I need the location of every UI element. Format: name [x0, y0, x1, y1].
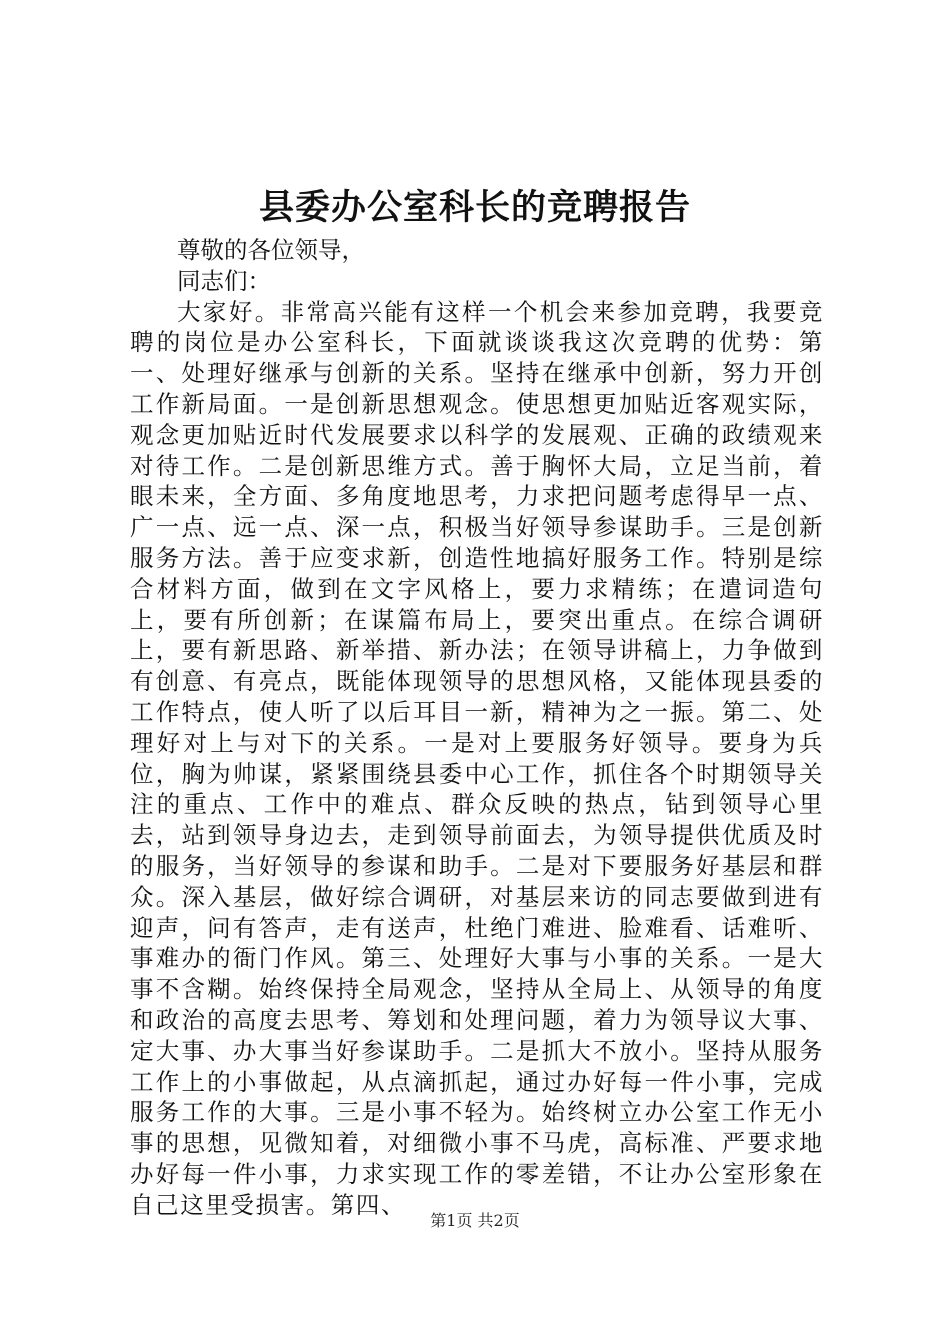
- salutation-leaders: 尊敬的各位领导，: [177, 236, 365, 264]
- document-title: 县委办公室科长的竞聘报告: [258, 187, 691, 228]
- page-footer: 第1页 共2页: [430, 1211, 520, 1230]
- salutation-comrades: 同志们：: [177, 266, 271, 295]
- body-paragraph: 大家好。非常高兴能有这样一个机会来参加竞聘，我要竞聘的岗位是办公室科长，下面就谈谈我这次竞聘的优势：第一、处理好继承与创新的关系。坚持在继承中创新，努力开创工作新局面。一是创新思想观念。使思想更加贴近客观实际，观念更加贴近时代发展要求以科学的发展观、正确的政绩观来对待工作。二是创新思维方式。善于胸怀大局，立足当前，着眼未来，全方面、多角度地思考，力求把问题考虑得早一点、广一点、远一点、深一点，积极当好领导参谋助手。三是创新服务方法。善于应变求新，创造性地搞好服务工作。特别是综合材料方面，做到在文字风格上，要力求精练；在遣词造句上，要有所创新；在谋篇布局上，要突出重点。在综合调研上，要有新思路、新举措、新办法；在领导讲稿上，力争做到有创意、有亮点，既能体现领导的思想风格，又能体现县委的工作特点，使人听了以后耳目一新，精神为之一振。第二、处理好对上与对下的关系。一是对上要服务好领导。要身为兵位，胸为帅谋，紧紧围绕县委中心工作，抓住各个时期领导关注的重点、工作中的难点、群众反映的热点，钻到领导心里去，站到领导身边去，走到领导前面去，为领导提供优质及时的服务，当好领导的参谋和助手。二是对下要服务好基层和群众。深入基层，做好综合调研，对基层来访的同志要做到进有迎声，问有答声，走有送声，杜绝门难进、脸难看、话难听、事难办的衙门作风。第三、处理好大事与小事的关系。一是大事不含糊。始终保持全局观念，坚持从全局上、从领导的角度和政治的高度去思考、筹划和处理问题，着力为领导议大事、定大事、办大事当好参谋助手。二是抓大不放小。坚持从服务工作上的小事做起，从点滴抓起，通过办好每一件小事，完成服务工作的大事。三是小事不轻为。始终树立办公室工作无小事的思想，见微知着，对细微小事不马虎，高标准、严要求地办好每一件小事，力求实现工作的零差错，不让办公室形象在自己这里受损害。第四、: [130, 297, 824, 1219]
- document-body: [130, 235, 824, 1221]
